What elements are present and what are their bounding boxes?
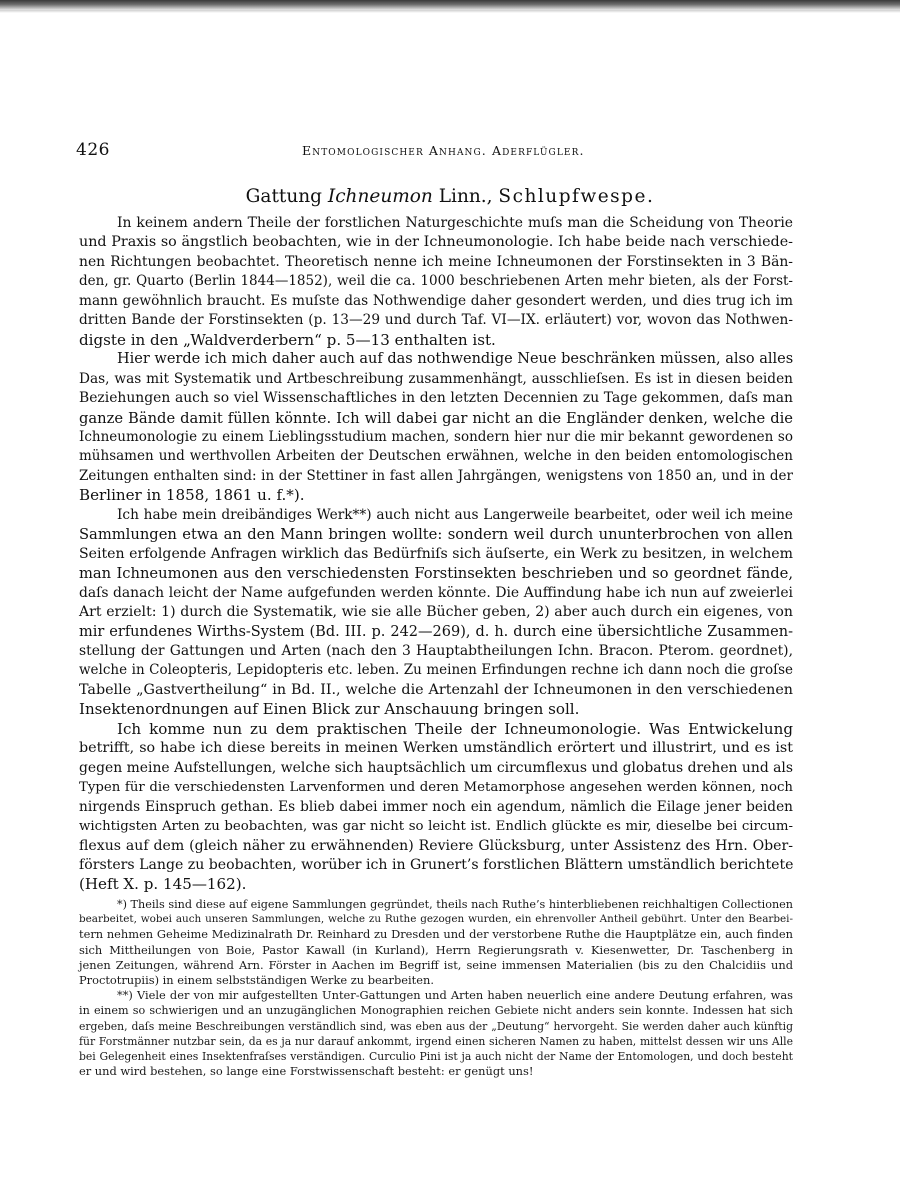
title-prefix: Gattung [245,186,328,207]
page-number: 426 [76,140,110,160]
footnote-line: jenen Zeitungen, während Arn. Förster in Aachen im Begriff ist, seine immensen Materialien (bis zu den Chalcidiis und [79,957,793,972]
footnote-line: Proctotrupiis) in einem selbstständigen Werke zu bearbeiten. [79,973,434,988]
footnote-line: bei Gelegenheit eines Insektenfraſses verständigen. Curculio Pini ist ja auch nicht der Name der Entomologen, und doch besteht [79,1050,793,1064]
body-text [79,214,793,895]
section-title [0,186,900,207]
body-line: mir erfundenes Wirths-System (Bd. III. p. 242—269), d. h. durch eine übersichtliche Zusammen- [79,623,793,640]
body-line: flexus auf dem (gleich näher zu erwähnenden) Reviere Glücksburg, unter Assistenz des Hrn. Ober- [79,837,793,854]
body-line: Art erzielt: 1) durch die Systematik, wie sie alle Bücher geben, 2) aber auch durch ein eigenes, von [79,604,793,621]
body-line: Insektenordnungen auf Einen Blick zur Anschauung bringen soll. [79,700,580,719]
body-line: Typen für die verschiedensten Larvenformen und deren Metamorphose angesehen werden können, noch [79,780,793,796]
title-genus: Ichneumon [327,186,433,207]
body-line: Zeitungen enthalten sind: in der Stettiner in fast allen Jahrgängen, wenigstens von 1850 an, und in der [79,467,793,484]
footnote-line: *) Theils sind diese auf eigene Sammlungen gegründet, theils nach Ruthe’s hinterbliebenen reichhaltigen Collectionen [117,898,793,911]
body-line: daſs danach leicht der Name aufgefunden werden könnte. Die Auffindung habe ich nun auf zweierlei [79,584,793,601]
title-common-name: Schlupfwespe. [498,186,655,207]
body-line: dritten Bande der Forstinsekten (p. 13—29 und durch Taf. VI—IX. erläutert) vor, wovon das Nothwen- [79,312,793,329]
body-line: In keinem andern Theile der forstlichen Naturgeschichte muſs man die Scheidung von Theorie [117,215,793,231]
footnote-line: er und wird bestehen, so lange eine Forstwissenschaft besteht: er genügt uns! [79,1064,534,1079]
body-line: digste in den „Waldverderbern“ p. 5—13 enthalten ist. [79,330,496,349]
footnote-line: für Forstmänner nutzbar sein, da es ja nur darauf ankommt, irgend einen sicheren Namen zu haben, mittelst dessen wir uns Alle [79,1034,793,1048]
body-line: försters Lange zu beobachten, worüber ich in Grunert’s forstlichen Blättern umständlich berichtete [79,856,794,873]
body-line: Ich komme nun zu dem praktischen Theile der Ichneumonologie. Was Entwickelung [117,719,793,738]
footnotes [79,897,793,1079]
body-line: Seiten erfolgende Anfragen wirklich das Bedürfniſs sich äuſserte, ein Werk zu besitzen, in welchem [79,545,793,562]
title-suffix: Linn., [432,186,499,207]
body-line: ganze Bände damit füllen könnte. Ich will dabei gar nicht an die Engländer denken, welche die [79,409,793,427]
body-line: Hier werde ich mich daher auch auf das nothwendige Neue beschränken müssen, also alles [117,351,794,368]
footnote-line: ergeben, daſs meine Beschreibungen verständlich sind, was eben aus der „Deutung“ hervorgeht. Sie werden daher auch künftig [79,1019,793,1033]
body-line: den, gr. Quarto (Berlin 1844—1852), weil die ca. 1000 beschriebenen Arten mehr bieten, als der Forst- [79,273,793,290]
running-head: Entomologischer Anhang. Aderflügler. [302,143,585,158]
body-line: Das, was mit Systematik und Artbeschreibung zusammenhängt, ausschlieſsen. Es ist in diesen beiden [79,370,793,387]
scan-top-edge [0,0,900,10]
footnote-line: **) Viele der von mir aufgestellten Unter-Gattungen und Arten haben neuerlich eine andere Deutung erfahren, was [117,988,793,1003]
body-line: betrifft, so habe ich diese bereits in meinen Werken umständlich erörtert und illustrirt, und es ist [79,740,793,757]
footnote-line: sich Mittheilungen von Boie, Pastor Kawall (in Kurland), Herrn Regierungsrath v. Kiesenwetter, Dr. Taschenberg in [79,942,793,957]
body-line: Ich habe mein dreibändiges Werk**) auch nicht aus Langerweile bearbeitet, oder weil ich meine [117,506,793,523]
body-line: nen Richtungen beobachtet. Theoretisch nenne ich meine Ichneumonen der Forstinsekten in 3 Bän- [79,253,793,270]
footnote-line: in einem so schwierigen und an unzugänglichen Monographien reichen Gebiete nicht anders sein konnte. Indessen hat sich [79,1004,793,1018]
body-line: Ichneumonologie zu einem Lieblingsstudium machen, sondern hier nur die mir bekannt gewordenen so [79,428,793,445]
footnote-line: tern nehmen Geheime Medizinalrath Dr. Reinhard zu Dresden und der verstorbene Ruthe die Hauptplätze ein, auch finden [79,927,793,942]
body-line: nirgends Einspruch gethan. Es blieb dabei immer noch ein agendum, nämlich die Eilage jener beiden [79,798,793,815]
scan-top-shadow [0,10,900,13]
body-line: (Heft X. p. 145—162). [79,875,247,894]
body-line: Tabelle „Gastvertheilung“ in Bd. II., welche die Artenzahl der Ichneumonen in den verschiedenen [79,681,793,698]
body-line: wichtigsten Arten zu beobachten, was gar nicht so leicht ist. Endlich glückte es mir, dieselbe bei circum- [79,819,793,835]
body-line: mühsamen und werthvollen Arbeiten der Deutschen erwähnen, welche in den beiden entomologischen [79,448,793,465]
body-line: mann gewöhnlich braucht. Es muſste das Nothwendige daher gesondert werden, und dies trug ich im [79,292,793,309]
body-line: Berliner in 1858, 1861 u. f.*). [79,486,305,505]
body-line: Beziehungen auch so viel Wissenschaftliches in den letzten Decennien zu Tage gekommen, daſs man [79,390,793,407]
body-line: Sammlungen etwa an den Mann bringen wollte: sondern weil durch ununterbrochen von allen [79,526,793,544]
body-line: gegen meine Aufstellungen, welche sich hauptsächlich um circumflexus und globatus drehen und als [79,759,793,776]
body-line: stellung der Gattungen und Arten (nach den 3 Hauptabtheilungen Ichn. Bracon. Pterom. geordnet), [79,642,793,659]
footnote-line: bearbeitet, wobei auch unseren Sammlungen, welche zu Ruthe gezogen wurden, ein ehrenvoller Antheil gebührt. Unter den Bearbei- [79,913,793,926]
body-line: und Praxis so ängstlich beobachten, wie in der Ichneumonologie. Ich habe beide nach verschiede- [79,234,793,251]
body-line: man Ichneumonen aus den verschiedensten Forstinsekten beschrieben und so geordnet fände, [79,565,793,583]
body-line: welche in Coleopteris, Lepidopteris etc. leben. Zu meinen Erfindungen rechne ich dann noch die groſse [79,662,793,679]
